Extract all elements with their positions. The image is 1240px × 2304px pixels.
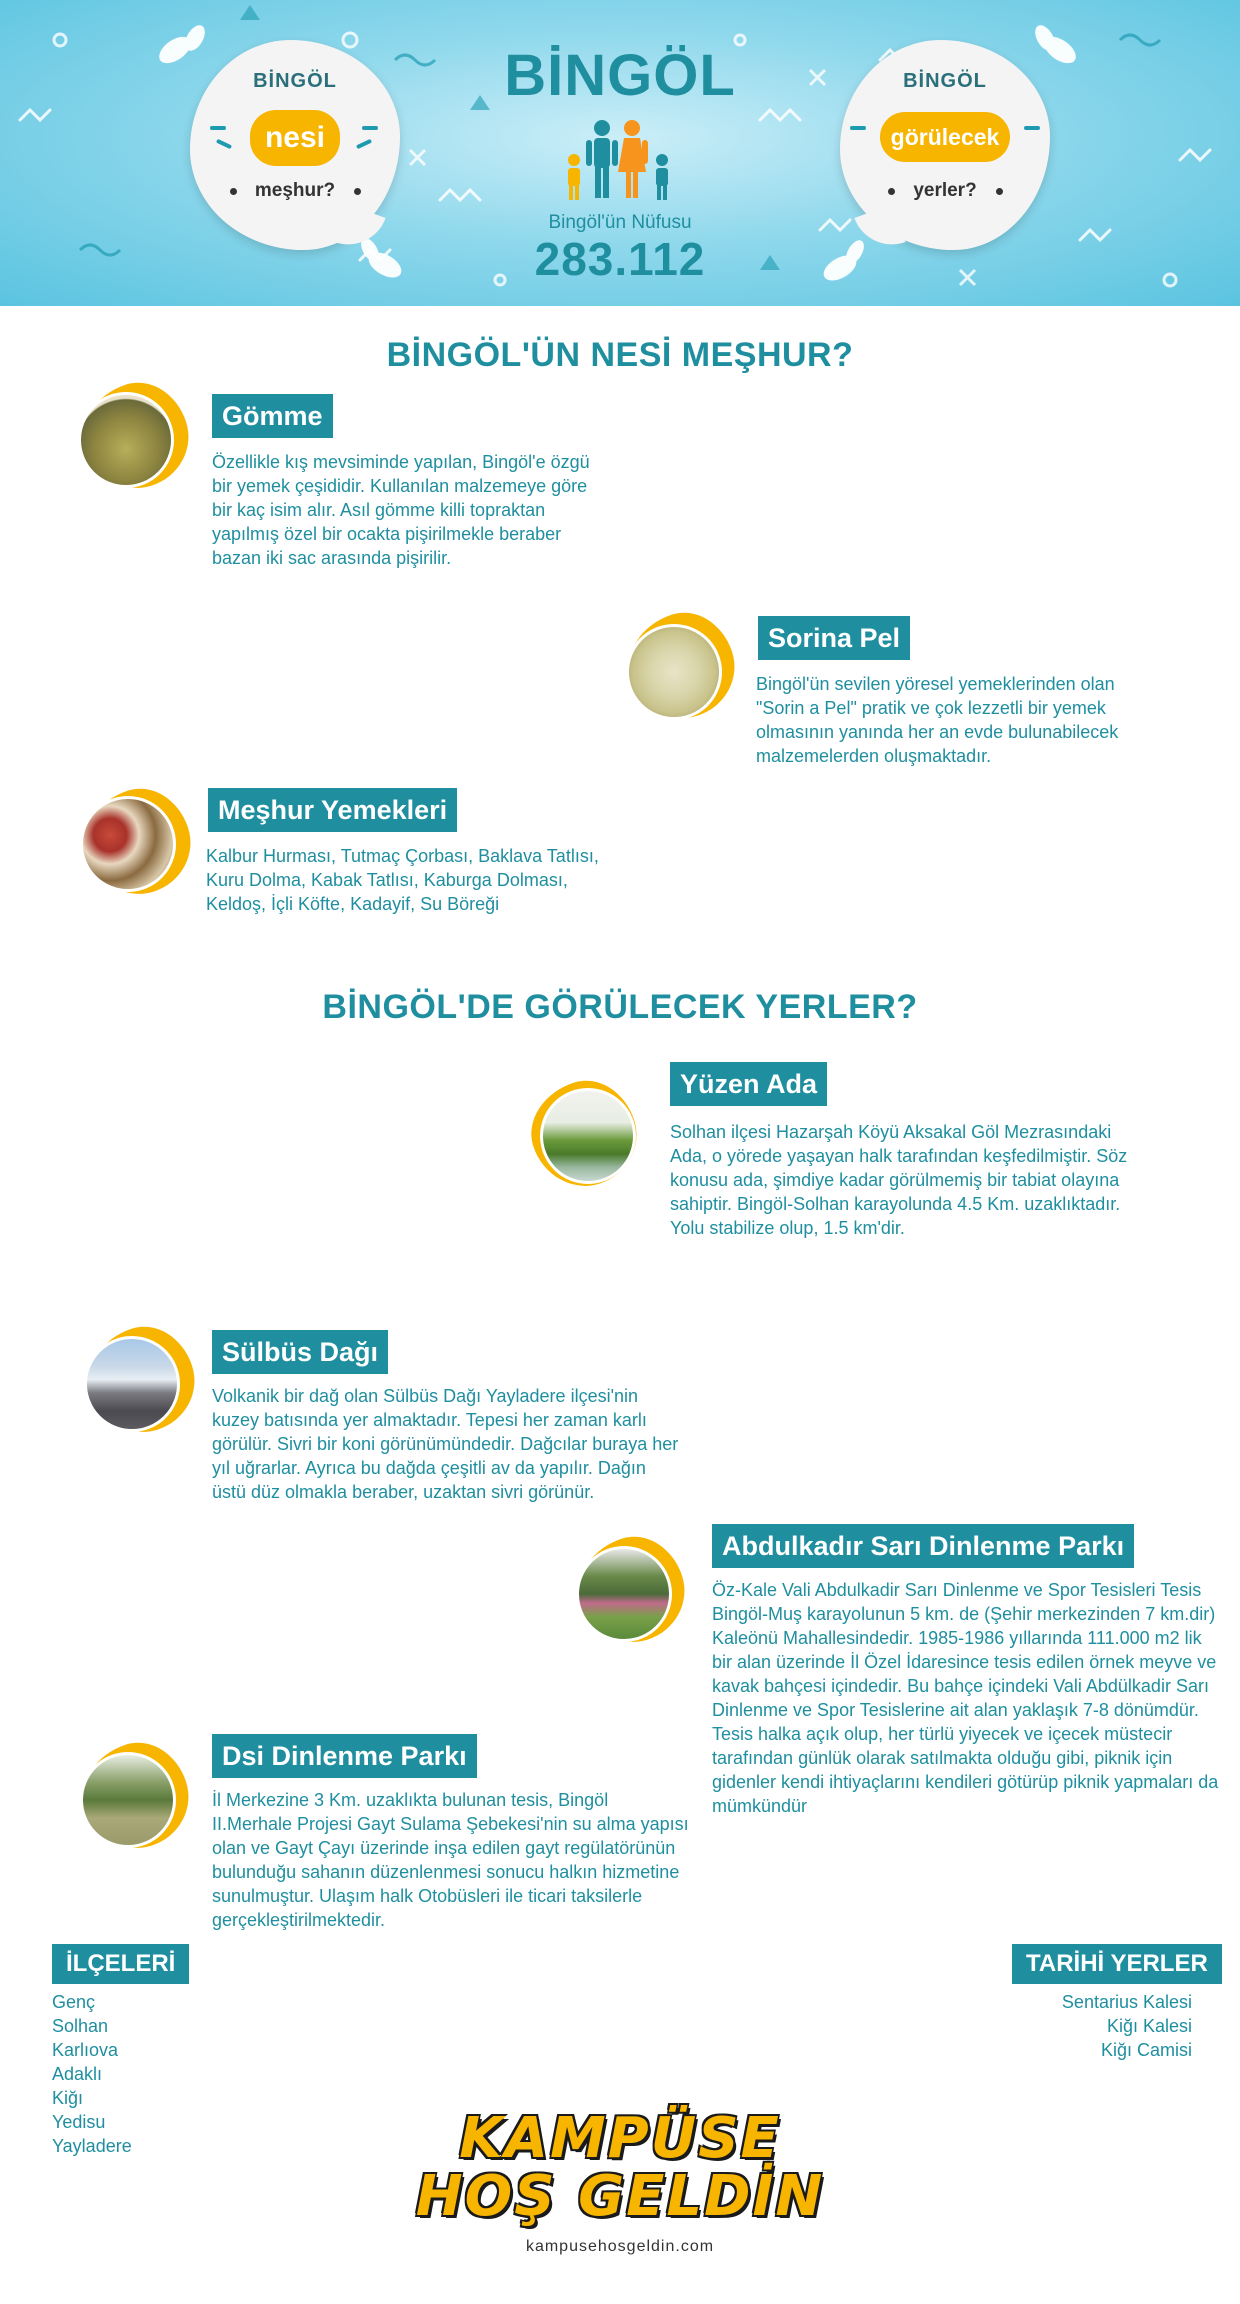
historic-place-item: Kiğı Camisi [1100,2040,1192,2060]
item-description: Öz-Kale Vali Abdulkadir Sarı Dinlenme ve Spor Tesisleri Tesis Bingöl-Muş karayolunun 5 km. de (Şehir merkezinden 7 km.dir) Kaleönü Mahallesindedir. 1985-1986 yıllarında 111.000 m2 lik bir alan üzerinde İl Özel İdaresince tesis edilen örnek meyve ve kavak bahçesi içindedir. Bu bahçe içindeki Vali Abdülkadir Sarı Dinlenme ve Spor Tesislerine ait alan yaklaşık 7-8 dönümdür. Tesis halka açık olup, her türlü yiyecek ve içecek müstecir tarafından günlük olarak satılmakta olduğu gibi, piknik için gidenler kendi ihtiyaçlarını kendileri götürüp piknik yapmaları da mümkündür [712,1580,1219,1816]
sorina-pel-photo [626,624,722,720]
dsi-dinlenme-parki-photo [80,1752,176,1848]
gomme-photo [78,392,174,488]
item-description: Solhan ilçesi Hazarşah Köyü Aksakal Göl Mezrasındaki Ada, o yörede yaşayan halk tarafından keşfedilmiştir. Söz konusu ada, şimdiye kadar görülmemiş bir tabiat olayına sahiptir. Bingöl-Solhan karayolunda 4.5 Km. uzaklıktadır. Yolu stabilize olup, 1.5 km'dir. [670,1122,1128,1238]
item-label: Yüzen Ada [670,1062,827,1106]
places-section-title: BİNGÖL'DE GÖRÜLECEK YERLER? [322,988,918,1026]
bubble-pill: görülecek [880,112,1010,162]
bubble-pill: nesi [250,110,340,166]
bubble-line-top: BİNGÖL [903,70,987,92]
item-description: Özellikle kış mevsiminde yapılan, Bingöl'e özgü bir yemek çeşididir. Kullanılan malzemeye göre bir kaç isim alır. Asıl gömme killi topraktan yapılmış özel bir ocakta pişirilmekle beraber bazan iki sac arasında pişirilir. [212,452,590,568]
item-label: Abdulkadır Sarı Dinlenme Parkı [712,1524,1134,1568]
historic-places-list [930,1990,1192,2062]
left-speech-bubble [190,40,400,260]
item-label: Dsi Dinlenme Parkı [212,1734,477,1778]
logo-line-2: HOŞ GELDİN [415,2164,825,2229]
item-description: Kalbur Hurması, Tutmaç Çorbası, Baklava Tatlısı, Kuru Dolma, Kabak Tatlısı, Kaburga Dolması, Keldoş, İçli Köfte, Kadayif, Su Böreği [206,846,599,914]
item-description: Bingöl'ün sevilen yöresel yemeklerinden olan "Sorin a Pel" pratik ve çok lezzetli bir yemek olmasının yanında her an evde bulunabilecek malzemelerden oluşmaktadır. [756,674,1119,766]
bubble-line-top: BİNGÖL [253,70,337,92]
district-item: Solhan [52,2016,109,2036]
yuzen-ada-photo [540,1088,636,1184]
dash-mark [1024,126,1040,130]
population-label: Bingöl'ün Nüfusu [548,212,692,233]
item-description: Volkanik bir dağ olan Sülbüs Dağı Yayladere ilçesi'nin kuzey batısında yer almaktadır. Tepesi her zaman karlı görülür. Sivri bir koni görünümündedir. Dağcılar buraya her yıl uğrarlar. Ayrıca bu dağda çeşitli av da yapılır. Dağın üstü düz olmakla beraber, uzaktan sivri görünür. [212,1386,679,1502]
logo-line-1: KAMPÜSE [459,2106,781,2171]
district-item: Kiğı [52,2088,84,2108]
page-title: BİNGÖL [504,43,736,108]
right-speech-bubble [840,40,1050,260]
logo-url[interactable]: kampusehosgeldin.com [525,2238,715,2255]
bubble-line-bottom: meşhur? [254,180,336,201]
population-value: 283.112 [534,233,706,285]
family-icon [560,118,680,208]
abdulkadir-sari-parki-photo [576,1546,672,1642]
district-item: Karlıova [52,2040,119,2060]
dash-mark [362,126,378,130]
item-label: Sorina Pel [758,616,910,660]
meshur-yemekleri-photo [80,796,176,892]
sulbus-dagi-photo [84,1336,180,1432]
item-label: Sülbüs Dağı [212,1330,388,1374]
districts-title: İLÇELERİ [52,1944,189,1984]
district-item: Adaklı [52,2064,103,2084]
dash-mark [210,126,226,130]
historic-place-item: Sentarius Kalesi [1061,1992,1192,2012]
header-banner [0,0,1240,306]
district-item: Yedisu [52,2112,106,2132]
historic-place-item: Kiğı Kalesi [1106,2016,1192,2036]
famous-section-title: BİNGÖL'ÜN NESİ MEŞHUR? [386,336,854,374]
item-label: Meşhur Yemekleri [208,788,457,832]
dash-mark [850,126,866,130]
item-label: Gömme [212,394,333,438]
historic-places-title: TARİHİ YERLER [1012,1944,1222,1984]
district-item: Genç [52,1992,96,2012]
item-description: İl Merkezine 3 Km. uzaklıkta bulunan tesis, Bingöl II.Merhale Projesi Gayt Sulama Şebekesi'nin su alma yapısı olan ve Gayt Çayı üzerinde inşa edilen gayt regülatörünün bulunduğu sahanın düzenlenmesi sonucu halkın hizmetine sunulmuştur. Ulaşım halk Otobüsleri ile ticari taksilerle gerçekleştirilmektedir. [212,1790,689,1930]
district-item: Yayladere [52,2136,132,2156]
bubble-line-bottom: yerler? [913,180,977,201]
